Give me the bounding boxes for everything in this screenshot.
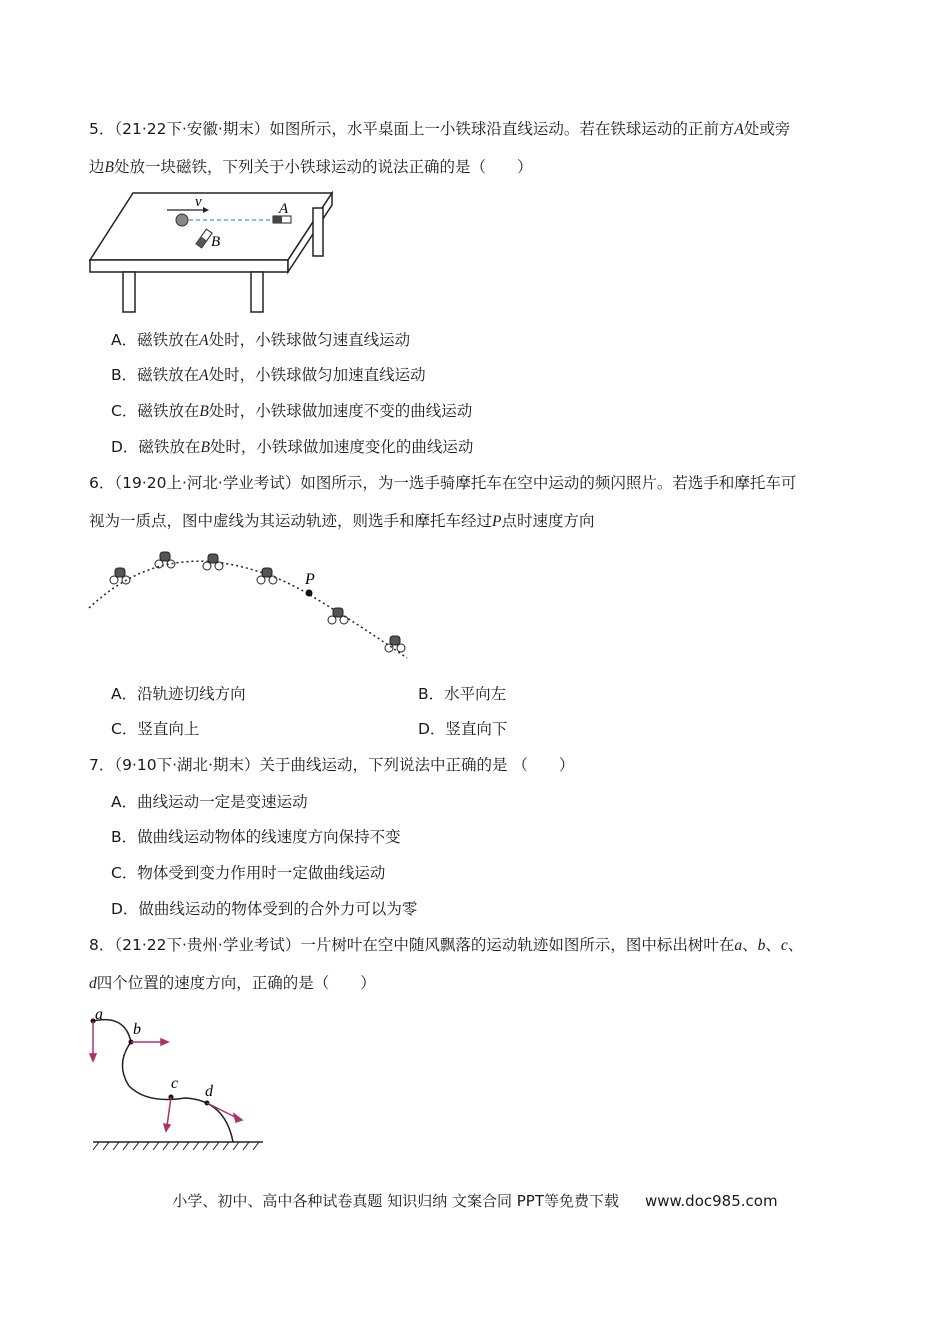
footer-text: 小学、初中、高中各种试卷真题 知识归纳 文案合同 PPT等免费下载 [172, 1192, 619, 1210]
iron-ball [176, 214, 188, 226]
q5-option-c[interactable]: C．磁铁放在B处时，小铁球做加速度不变的曲线运动 [111, 402, 473, 420]
q6-stem-line2: 视为一质点，图中虚线为其运动轨迹，则选手和摩托车经过P点时速度方向 [89, 512, 595, 530]
q5-option-d[interactable]: D．磁铁放在B处时，小铁球做加速度变化的曲线运动 [111, 438, 474, 456]
footer-url[interactable]: www.doc985.com [644, 1192, 778, 1210]
svg-text:B: B [211, 234, 221, 250]
q5-option-b[interactable]: B．磁铁放在A处时，小铁球做匀加速直线运动 [111, 366, 426, 384]
q7-option-b[interactable]: B．做曲线运动物体的线速度方向保持不变 [111, 828, 401, 846]
q6-option-b[interactable]: B．水平向左 [418, 685, 507, 703]
velocity-label: v [195, 194, 202, 210]
q6-option-a[interactable]: A．沿轨迹切线方向 [111, 685, 246, 703]
q6-stem-line1: 6．（19·20上·河北·学业考试）如图所示，为一选手骑摩托车在空中运动的频闪照片。若选手和摩托车可 [89, 474, 797, 492]
q6-option-c[interactable]: C．竖直向上 [111, 720, 200, 738]
q8-stem-line2: d四个位置的速度方向，正确的是（ ） [89, 974, 376, 992]
q5-table-figure [85, 188, 340, 318]
q8-leaf-figure [85, 1004, 270, 1154]
q6-option-d[interactable]: D．竖直向下 [418, 720, 508, 738]
q7-option-d[interactable]: D．做曲线运动的物体受到的合外力可以为零 [111, 900, 418, 918]
svg-text:d: d [205, 1083, 213, 1100]
point-p [306, 590, 313, 597]
q7-stem: 7．（9·10下·湖北·期末）关于曲线运动，下列说法中正确的是 （ ） [89, 756, 575, 774]
q8-stem-line1: 8．（21·22下·贵州·学业考试）一片树叶在空中随风飘落的运动轨迹如图所示，图中标出树叶在a、b、c、 [89, 936, 804, 954]
svg-text:b: b [133, 1021, 141, 1038]
svg-text:c: c [171, 1075, 179, 1092]
svg-text:A: A [279, 201, 289, 217]
footer [0, 1190, 950, 1211]
q7-option-c[interactable]: C．物体受到变力作用时一定做曲线运动 [111, 864, 386, 882]
motorcycle-icons [110, 552, 405, 652]
q5-stem-line2: 边B处放一块磁铁，下列关于小铁球运动的说法正确的是（ ） [89, 158, 533, 176]
arrow-c [167, 1097, 171, 1126]
q5-stem-line1: 5．（21·22下·安徽·期末）如图所示，水平桌面上一小铁球沿直线运动。若在铁球运动的正前方A处或旁 [89, 120, 791, 138]
svg-text:a: a [95, 1006, 103, 1023]
q7-option-a[interactable]: A．曲线运动一定是变速运动 [111, 793, 308, 811]
svg-text:P: P [305, 571, 315, 588]
q6-motorcycle-figure [85, 540, 420, 665]
q5-option-a[interactable]: A．磁铁放在A处时，小铁球做匀速直线运动 [111, 331, 411, 349]
